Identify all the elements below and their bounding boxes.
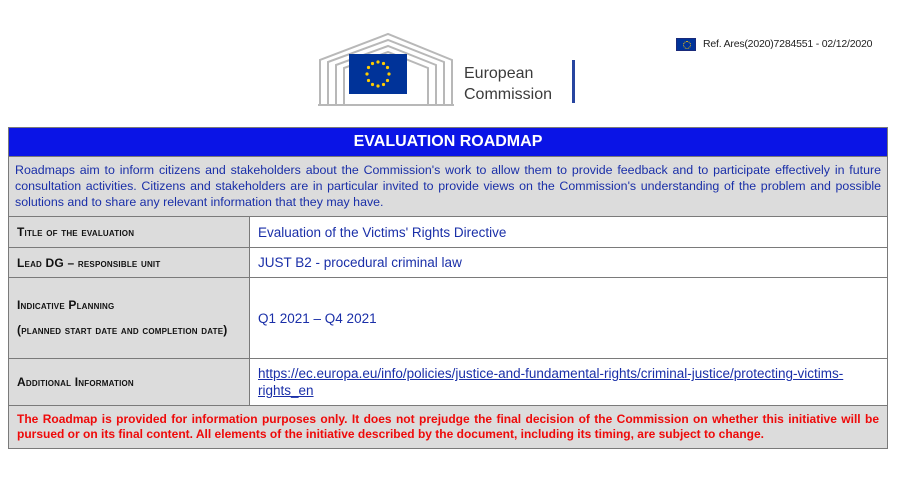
table-row-additional-info [9,359,887,406]
roadmap-disclaimer: The Roadmap is provided for information purposes only. It does not prejudge the final decision of the Commission on whether this initiative will be pursued or on its final content. All elements of the initiative described by the document, including its timing, are subject to change. [9,406,887,448]
logo-line-2: Commission [464,86,553,103]
table-row-title [9,217,887,248]
reference-stamp [676,37,900,51]
reference-text: Ref. Ares(2020)7284551 - 02/12/2020 [703,38,873,50]
logo-line-1: European [464,65,534,82]
logo-divider [572,60,575,103]
berlaymont-building-icon [318,32,454,108]
row-label-planning [9,278,250,358]
label-text: Additional Information [17,375,134,389]
row-label-title [9,217,250,247]
table-row-lead-dg [9,248,887,278]
roadmap-intro: Roadmaps aim to inform citizens and stakeholders about the Commission's work to allow them to provide feedback and to participate effectively in future consultation activities. Citizens and stakeholders are in particular invited to provide views on the Commission's understanding of the problem and possible solutions and to share any relevant information that they may have. [9,157,887,217]
eu-flag-icon [676,38,696,51]
label-text: Title of the evaluation [17,225,135,239]
logo-wordmark [464,63,552,105]
additional-info-link[interactable]: https://ec.europa.eu/info/policies/justice-and-fundamental-rights/criminal-justice/protecting-victims-rights_en [258,366,844,398]
european-commission-logo [318,32,588,108]
label-text: Lead DG – responsible unit [17,255,161,270]
row-value-title: Evaluation of the Victims' Rights Directive [250,217,887,247]
row-value-lead-dg: JUST B2 - procedural criminal law [250,248,887,277]
row-label-additional-info [9,359,250,405]
row-label-lead-dg [9,248,250,277]
row-value-planning: Q1 2021 – Q4 2021 [250,278,887,358]
table-row-planning [9,278,887,359]
roadmap-heading: EVALUATION ROADMAP [9,128,887,157]
label-subtext: (planned start date and completion date) [17,322,228,337]
row-value-additional-info [250,359,887,405]
label-text: Indicative Planning [17,297,115,312]
roadmap-table [8,127,888,449]
